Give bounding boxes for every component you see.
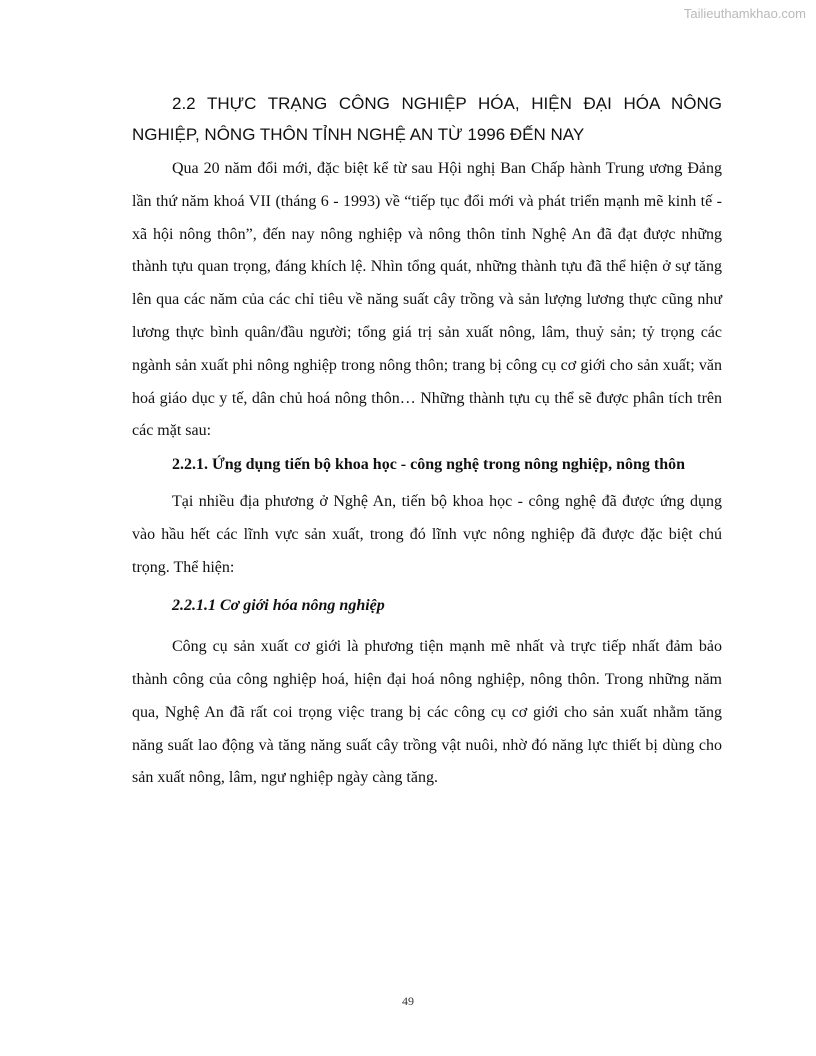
subheading-2-2-1: 2.2.1. Ứng dụng tiến bộ khoa học - công nghệ trong nông nghiệp, nông thôn: [172, 456, 686, 474]
watermark: Tailieuthamkhao.com: [683, 6, 806, 21]
page-content: [132, 88, 722, 795]
paragraph-intro: Qua 20 năm đổi mới, đặc biệt kể từ sau Hội nghị Ban Chấp hành Trung ương Đảng lần thứ năm khoá VII (tháng 6 - 1993) về “tiếp tục đổi mới và phát triển mạnh mẽ kinh tế - xã hội nông thôn”, đến nay nông nghiệp và nông thôn tỉnh Nghệ An đã đạt được những thành tựu quan trọng, đáng khích lệ. Nhìn tổng quát, những thành tựu đã thể hiện ở sự tăng lên qua các năm của các chỉ tiêu về năng suất cây trồng và sản lượng lương thực cũng như lương thực bình quân/đầu người; tổng giá trị sản xuất nông, lâm, thuỷ sản; tỷ trọng các ngành sản xuất phi nông nghiệp trong nông thôn; trang bị công cụ cơ giới cho sản xuất; văn hoá giáo dục y tế, dân chủ hoá nông thôn… Những thành tựu cụ thể sẽ được phân tích trên các mặt sau:: [132, 160, 722, 440]
page-number: 49: [402, 994, 414, 1008]
paragraph-application: Tại nhiều địa phương ở Nghệ An, tiến bộ khoa học - công nghệ đã được ứng dụng vào hầu hết các lĩnh vực sản xuất, trong đó lĩnh vực nông nghiệp đã được đặc biệt chú trọng. Thể hiện:: [132, 492, 722, 576]
paragraph-mechanization: Công cụ sản xuất cơ giới là phương tiện mạnh mẽ nhất và trực tiếp nhất đảm bảo thành công của công nghiệp hoá, hiện đại hoá nông nghiệp, nông thôn. Trong những năm qua, Nghệ An đã rất coi trọng việc trang bị các công cụ cơ giới cho sản xuất nhằm tăng năng suất lao động và tăng năng suất cây trồng vật nuôi, nhờ đó năng lực thiết bị dùng cho sản xuất nông, lâm, ngư nghiệp ngày càng tăng.: [132, 638, 722, 787]
subheading-2-2-1-1: 2.2.1.1 Cơ giới hóa nông nghiệp: [172, 597, 385, 615]
section-heading: 2.2 THỰC TRẠNG CÔNG NGHIỆP HÓA, HIỆN ĐẠI HÓA NÔNG NGHIỆP, NÔNG THÔN TỈNH NGHỆ AN TỪ 1996 ĐẾN NAY: [132, 94, 722, 144]
